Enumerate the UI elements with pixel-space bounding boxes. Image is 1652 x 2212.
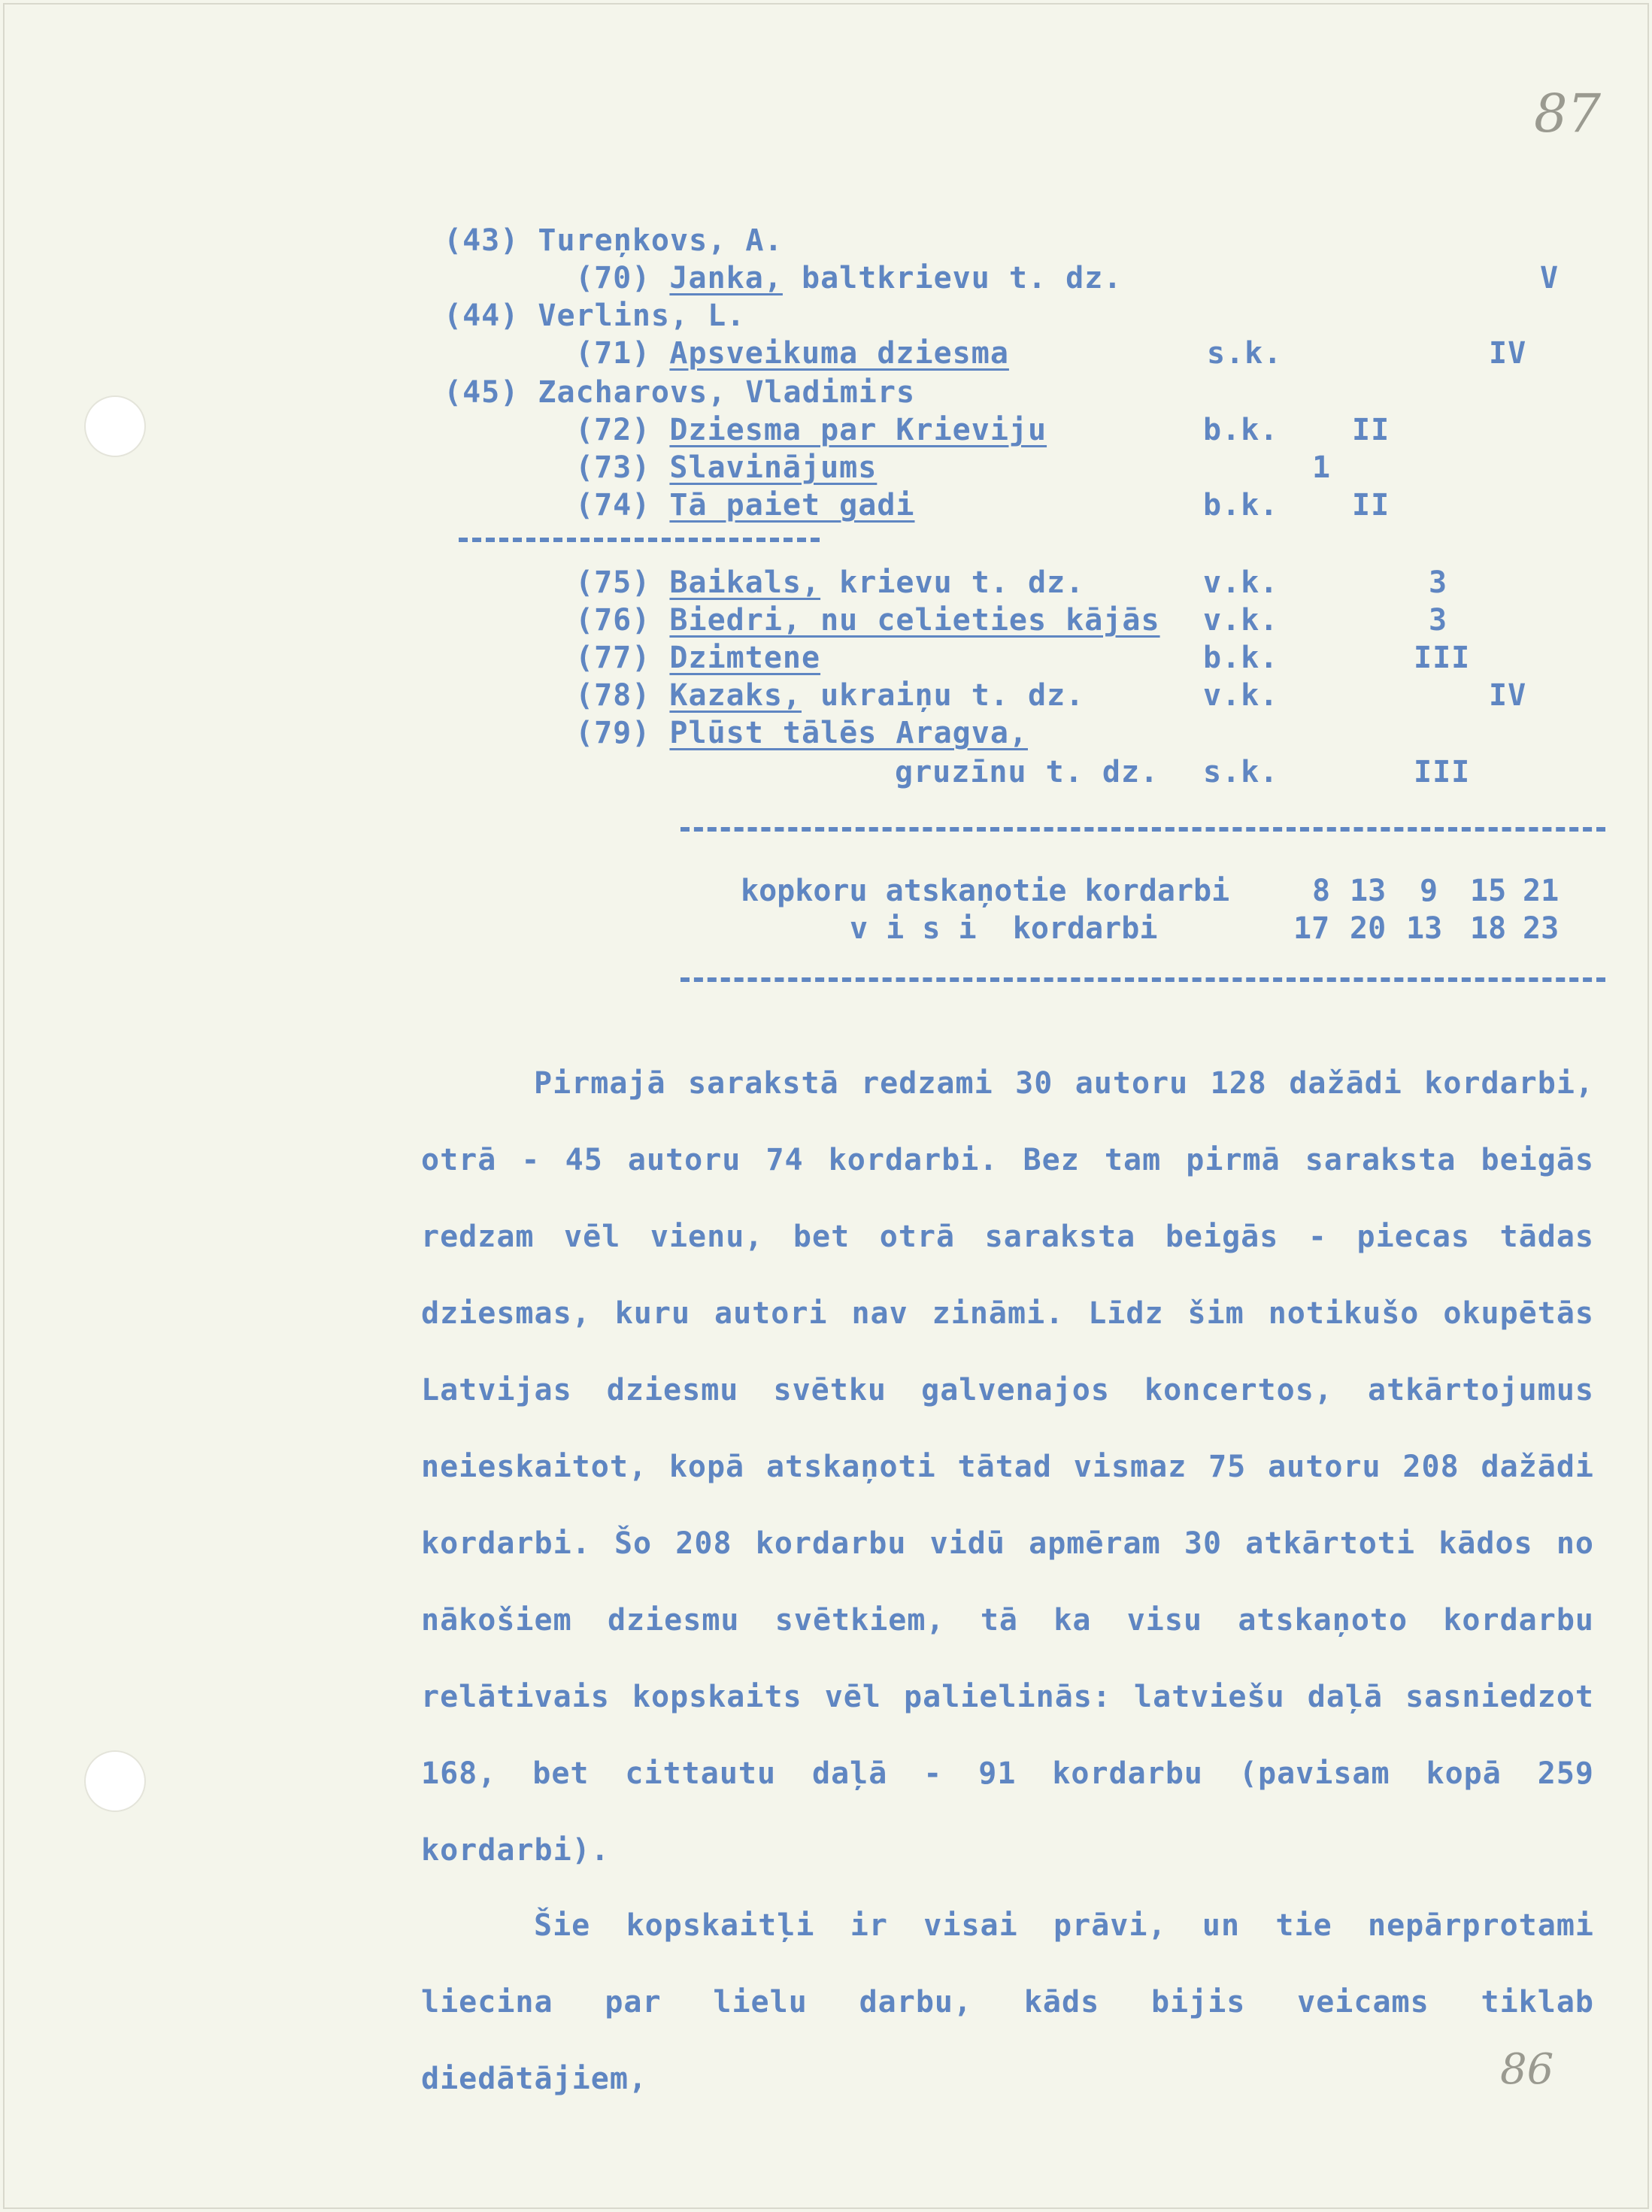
rating-col2: II: [1352, 488, 1390, 523]
work-line: [575, 486, 915, 524]
totals-value: 18: [1470, 911, 1507, 946]
work-title: Tā paiet gadi: [669, 488, 915, 523]
punch-hole-top: [84, 395, 146, 457]
punch-hole-bottom: [84, 1750, 146, 1812]
totals-value: 17: [1293, 911, 1330, 946]
work-number: (78): [575, 678, 651, 713]
work-type: b.k.: [1203, 488, 1279, 523]
work-number: (70): [575, 261, 651, 295]
work-number: (72): [575, 413, 651, 447]
work-type: b.k.: [1203, 413, 1279, 447]
work-number: (73): [575, 450, 651, 485]
work-line: [575, 259, 1122, 297]
page-number-top: 87: [1534, 83, 1602, 144]
work-extra: baltkrievu t. dz.: [782, 261, 1123, 295]
author-line: (45) Zacharovs, Vladimirs: [444, 375, 916, 410]
work-line: [575, 449, 877, 486]
work-line: [575, 714, 1028, 752]
page-number-bottom: 86: [1500, 2045, 1554, 2094]
rating-col4: IV: [1489, 336, 1527, 371]
work-line: [575, 639, 820, 677]
author-line: (43) Tureņkovs, A.: [444, 223, 784, 258]
work-number: (79): [575, 716, 651, 750]
paragraph-2-text: Šie kopskaitļi ir visai prāvi, un tie nepārprotami liecina par lielu darbu, kāds bijis veicams tiklab diedātājiem,: [421, 1908, 1594, 2096]
totals-label-1: kopkoru atskaņotie kordarbi: [741, 874, 1230, 908]
paragraph-2: [421, 1887, 1594, 2117]
work-title: Apsveikuma dziesma: [669, 336, 1009, 371]
work-type: v.k.: [1203, 678, 1279, 713]
work-line: [575, 564, 1084, 601]
work-title: Baikals,: [669, 565, 821, 600]
totals-rule-top: [681, 827, 1605, 832]
work-title: Dzimtene: [669, 641, 821, 675]
work-number: (74): [575, 488, 651, 523]
work-extra: ukraiņu t. dz.: [802, 678, 1085, 713]
work-number: (71): [575, 336, 651, 371]
rating-col5: V: [1540, 261, 1560, 295]
rating-col3: III: [1414, 641, 1471, 675]
work-line: [575, 411, 1047, 449]
totals-value: 20: [1350, 911, 1387, 946]
work-number: (76): [575, 603, 651, 638]
rating-col1: 1: [1312, 450, 1332, 485]
work-extra: krievu t. dz.: [820, 565, 1085, 600]
work-line: [575, 601, 1160, 639]
work-number: (77): [575, 641, 651, 675]
work-title: Slavinājums: [669, 450, 878, 485]
totals-label-2: v i s i kordarbi: [850, 911, 1158, 946]
work-continuation: gruzīnu t. dz.: [895, 755, 1159, 789]
totals-value: 13: [1406, 911, 1443, 946]
work-type: b.k.: [1203, 641, 1279, 675]
work-number: (75): [575, 565, 651, 600]
work-line: [575, 677, 1084, 714]
rating-col3: 3: [1429, 565, 1448, 600]
author-line: (44) Verlins, L.: [444, 298, 746, 333]
section-divider: [459, 538, 820, 542]
work-line: [575, 335, 1009, 372]
totals-value: 21: [1523, 874, 1560, 908]
rating-col3: 3: [1429, 603, 1448, 638]
totals-value: 23: [1523, 911, 1560, 946]
paragraph-1-text: Pirmajā sarakstā redzami 30 autoru 128 dažādi kordarbi, otrā - 45 autoru 74 kordarbi. Bez tam pirmā saraksta beigās redzam vēl vienu, bet otrā saraksta beigās - piecas tādas dziesmas, kuru autori nav zināmi. Līdz šim notikušo okupētās Latvijas dziesmu svētku galvenajos koncertos, atkārtojumus neieskaitot, kopā atskaņoti tātad vismaz 75 autoru 208 dažādi kordarbi. Šo 208 kordarbu vidū apmēram 30 atkārtoti kādos no nākošiem dziesmu svētkiem, tā ka visu atskaņoto kordarbu relātivais kopskaits vēl palielinās: latviešu daļā sasniedzot 168, bet cittautu daļā - 91 kordarbu (pavisam kopā 259 kordarbi).: [421, 1066, 1594, 1868]
work-title: Kazaks,: [669, 678, 802, 713]
work-type: v.k.: [1203, 565, 1279, 600]
work-title: Plūst tālēs Aragva,: [669, 716, 1028, 750]
work-type: v.k.: [1203, 603, 1279, 638]
totals-rule-bottom: [681, 977, 1605, 982]
rating-col2: II: [1352, 413, 1390, 447]
totals-value: 13: [1350, 874, 1387, 908]
work-type: s.k.: [1207, 336, 1283, 371]
totals-value: 9: [1420, 874, 1438, 908]
totals-value: 8: [1312, 874, 1331, 908]
paragraph-1: [421, 1045, 1594, 1889]
rating-col4: IV: [1489, 678, 1527, 713]
work-title: Biedri, nu celieties kājās: [669, 603, 1160, 638]
totals-value: 15: [1470, 874, 1507, 908]
work-type: s.k.: [1203, 755, 1279, 789]
work-title: Janka,: [669, 261, 783, 295]
work-title: Dziesma par Krieviju: [669, 413, 1047, 447]
rating-col3: III: [1414, 755, 1471, 789]
